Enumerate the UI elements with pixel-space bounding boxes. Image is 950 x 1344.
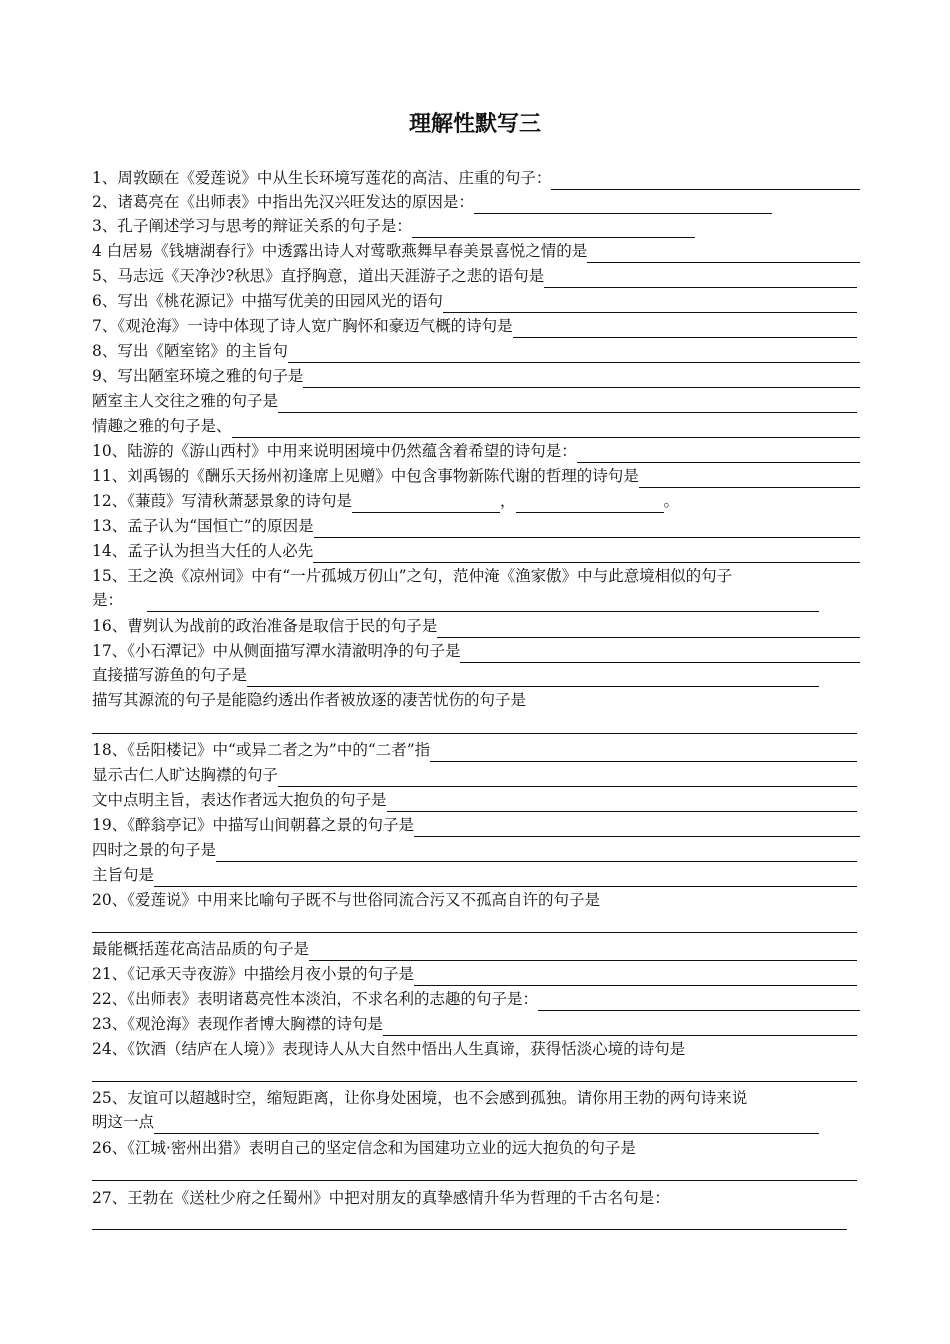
question-text: 10、陆游的《游山西村》中用来说明困境中仍然蕴含着希望的诗句是： <box>92 442 577 460</box>
question-text: 13、孟子认为“国恒亡”的原因是 <box>92 517 314 535</box>
period-end: 。 <box>663 492 680 510</box>
question-23 <box>92 1012 857 1036</box>
answer-line[interactable] <box>92 932 857 933</box>
answer-blank[interactable] <box>383 1015 857 1036</box>
answer-blank[interactable] <box>513 317 857 338</box>
question-6 <box>92 289 857 313</box>
answer-blank[interactable] <box>412 217 695 238</box>
answer-blank[interactable] <box>551 169 860 190</box>
question-16 <box>92 614 860 638</box>
question-8 <box>92 339 860 363</box>
question-17a <box>92 639 860 663</box>
question-21 <box>92 962 857 986</box>
question-24 <box>92 1037 685 1061</box>
question-18c <box>92 788 857 812</box>
question-7 <box>92 314 857 338</box>
answer-blank[interactable] <box>216 841 857 862</box>
answer-blank[interactable] <box>313 542 860 563</box>
answer-blank[interactable] <box>460 642 860 663</box>
question-text: 明这一点 <box>92 1113 155 1131</box>
question-text: 21、《记承天寺夜游》中描绘月夜小景的句子是 <box>92 965 414 983</box>
question-22 <box>92 987 860 1011</box>
question-text: 6、写出《桃花源记》中描写优美的田园风光的语句 <box>92 292 443 310</box>
question-15b <box>92 588 819 612</box>
question-9a <box>92 364 860 388</box>
question-text: 25、友谊可以超越时空，缩短距离，让你身处困境，也不会感到孤独。请你用王勃的两句诗来说 <box>92 1089 748 1107</box>
answer-line[interactable] <box>92 1180 857 1181</box>
question-text: 最能概括莲花高洁品质的句子是 <box>92 940 310 958</box>
answer-blank[interactable] <box>414 816 860 837</box>
question-text: 3、孔子阐述学习与思考的辩证关系的句子是： <box>92 217 412 235</box>
answer-line[interactable] <box>92 1081 857 1082</box>
question-text: 描写其源流的句子是能隐约透出作者被放逐的凄苦忧伤的句子是 <box>92 691 527 709</box>
question-text: 直接描写游鱼的句子是 <box>92 666 248 684</box>
question-text: 26、《江城·密州出猎》表明自己的坚定信念和为国建功立业的远大抱负的句子是 <box>92 1139 636 1157</box>
question-text: 24、《饮酒（结庐在人境）》表现诗人从大自然中悟出人生真谛，获得恬淡心境的诗句是 <box>92 1040 686 1058</box>
question-18b <box>92 763 857 787</box>
question-15a <box>92 564 732 588</box>
question-text: 2、诸葛亮在《出师表》中指出先汉兴旺发达的原因是： <box>92 193 474 211</box>
question-9c <box>92 414 860 438</box>
question-19b <box>92 838 857 862</box>
answer-blank[interactable] <box>303 367 860 388</box>
question-text: 陋室主人交往之雅的句子是 <box>92 392 279 410</box>
question-5 <box>92 264 857 288</box>
question-text: 19、《醉翁亭记》中描写山间朝暮之景的句子是 <box>92 816 414 834</box>
question-9b <box>92 389 857 413</box>
question-text: 16、曹刿认为战前的政治准备是取信于民的句子是 <box>92 617 438 635</box>
question-20b <box>92 937 857 961</box>
question-text: 15、王之涣《凉州词》中有“一片孤城万仞山”之句，范仲淹《渔家傲》中与此意境相似的句子 <box>92 567 733 585</box>
answer-blank[interactable] <box>154 866 857 887</box>
question-18a <box>92 738 857 762</box>
question-text: 情趣之雅的句子是、 <box>92 417 232 435</box>
answer-blank[interactable] <box>538 990 860 1011</box>
question-text: 文中点明主旨，表达作者远大抱负的句子是 <box>92 791 387 809</box>
question-25a <box>92 1086 747 1110</box>
question-text: 4 白居易《钱塘湖春行》中透露出诗人对莺歌燕舞早春美景喜悦之情的是 <box>92 242 588 260</box>
question-17b <box>92 663 819 687</box>
question-25b <box>92 1110 819 1134</box>
answer-blank[interactable] <box>443 292 857 313</box>
question-4 <box>92 239 860 263</box>
question-text: 显示古仁人旷达胸襟的句子 <box>92 766 279 784</box>
answer-blank[interactable] <box>387 791 857 812</box>
question-text: 22、《出师表》表明诸葛亮性本淡泊，不求名利的志趣的句子是： <box>92 990 538 1008</box>
answer-blank[interactable] <box>232 417 860 438</box>
question-27 <box>92 1186 670 1210</box>
question-12 <box>92 489 679 513</box>
question-text: 12、《蒹葭》写清秋萧瑟景象的诗句是 <box>92 492 352 510</box>
answer-blank[interactable] <box>577 442 860 463</box>
question-text: 17、《小石潭记》中从侧面描写潭水清澈明净的句子是 <box>92 642 461 660</box>
question-text: 主旨句是 <box>92 866 155 884</box>
question-13 <box>92 514 860 538</box>
question-text: 9、写出陋室环境之雅的句子是 <box>92 367 304 385</box>
answer-blank[interactable] <box>516 492 664 513</box>
question-text: 27、王勃在《送杜少府之任蜀州》中把对朋友的真挚感情升华为哲理的千古名句是： <box>92 1189 670 1207</box>
answer-blank[interactable] <box>587 242 860 263</box>
answer-blank[interactable] <box>430 741 857 762</box>
question-1 <box>92 166 860 190</box>
question-20a <box>92 888 600 912</box>
question-14 <box>92 539 860 563</box>
answer-line[interactable] <box>92 1229 847 1230</box>
question-text: 5、马志远《天净沙?秋思》直抒胸意，道出天涯游子之悲的语句是 <box>92 267 545 285</box>
answer-blank[interactable] <box>352 492 500 513</box>
answer-blank[interactable] <box>288 342 860 363</box>
question-text: 23、《观沧海》表现作者博大胸襟的诗句是 <box>92 1015 383 1033</box>
question-2 <box>92 190 772 214</box>
answer-blank[interactable] <box>314 517 860 538</box>
answer-blank[interactable] <box>309 940 857 961</box>
question-text: 14、孟子认为担当大任的人必先 <box>92 542 314 560</box>
question-17c <box>92 688 526 712</box>
question-text: 1、周敦颐在《爱莲说》中从生长环境写莲花的高洁、庄重的句子： <box>92 169 552 187</box>
question-text: 20、《爱莲说》中用来比喻句子既不与世俗同流合污又不孤高自许的句子是 <box>92 891 600 909</box>
answer-blank[interactable] <box>147 591 819 612</box>
comma-separator: ， <box>499 492 516 510</box>
question-text: 7、《观沧海》一诗中体现了诗人宽广胸怀和豪迈气概的诗句是 <box>92 317 513 335</box>
answer-blank[interactable] <box>278 766 857 787</box>
question-text: 18、《岳阳楼记》中“或异二者之为”中的“二者”指 <box>92 741 431 759</box>
answer-blank[interactable] <box>437 617 860 638</box>
question-19c <box>92 863 857 887</box>
question-text: 11、刘禹锡的《酬乐天扬州初逢席上见赠》中包含事物新陈代谢的哲理的诗句是 <box>92 467 639 485</box>
page-title: 理解性默写三 <box>408 112 541 137</box>
question-3 <box>92 214 695 238</box>
answer-blank[interactable] <box>474 193 772 214</box>
answer-line[interactable] <box>92 733 857 734</box>
question-19a <box>92 813 860 837</box>
answer-blank[interactable] <box>154 1113 819 1134</box>
answer-blank[interactable] <box>639 467 860 488</box>
question-26 <box>92 1136 636 1160</box>
answer-blank[interactable] <box>247 666 819 687</box>
answer-blank[interactable] <box>544 267 857 288</box>
question-11 <box>92 464 860 488</box>
question-text: 四时之景的句子是 <box>92 841 217 859</box>
question-text: 8、写出《陋室铭》的主旨句 <box>92 342 288 360</box>
question-10 <box>92 439 860 463</box>
answer-blank[interactable] <box>414 965 857 986</box>
question-text: 是： <box>92 591 124 609</box>
answer-blank[interactable] <box>278 392 857 413</box>
